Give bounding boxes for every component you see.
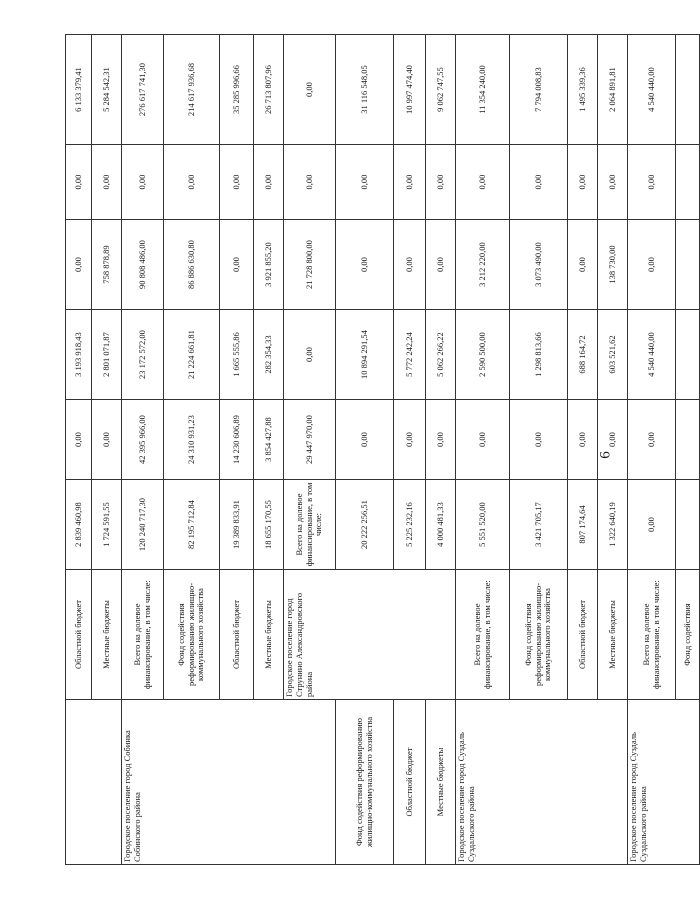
amount-cell: 0,00: [220, 220, 254, 310]
funding-category: Фонд содействия реформированию жилищно-коммунального хозяйства: [336, 700, 394, 865]
amount-cell: 5 225 232,16: [394, 480, 426, 570]
funding-category: Местные бюджеты: [598, 570, 628, 700]
funding-category: Фонд содействия реформированию жилищно-коммунального хозяйства: [164, 570, 220, 700]
amount-cell: 282 354,33: [254, 310, 284, 400]
amount-cell: 0,00: [394, 220, 426, 310]
amount-cell: 20 222 256,51: [336, 480, 394, 570]
table-body: [66, 35, 700, 865]
amount-cell: 11 354 240,00: [456, 35, 510, 145]
amount-cell: 2 590 500,00: [456, 310, 510, 400]
amount-cell: 2 064 891,81: [598, 35, 628, 145]
table-row: [122, 35, 164, 865]
funding-category: Местные бюджеты: [426, 700, 456, 865]
amount-cell: 31 116 548,05: [336, 35, 394, 145]
amount-cell: 0,00: [628, 400, 676, 480]
funding-category: Фонд содействия: [676, 570, 700, 700]
amount-cell: 688 164,72: [568, 310, 598, 400]
amount-cell: 1 298 813,66: [510, 310, 568, 400]
amount-cell: 0,00: [568, 220, 598, 310]
amount-cell: 3 212 220,00: [456, 220, 510, 310]
page-number: 6: [597, 451, 614, 459]
amount-cell: 0,00: [66, 220, 92, 310]
municipality-name: Городское поселение город Струнино Александровского района: [284, 570, 456, 700]
amount-cell: 0,00: [598, 145, 628, 220]
table-row: [456, 35, 510, 865]
amount-cell: [676, 400, 700, 480]
amount-cell: 24 310 931,23: [164, 400, 220, 480]
table-row: [336, 35, 394, 865]
amount-cell: 758 878,89: [92, 220, 122, 310]
amount-cell: 0,00: [336, 145, 394, 220]
amount-cell: 4 540 440,00: [628, 310, 676, 400]
amount-cell: 0,00: [426, 220, 456, 310]
amount-cell: 3 073 490,00: [510, 220, 568, 310]
amount-cell: [676, 480, 700, 570]
amount-cell: [676, 310, 700, 400]
amount-cell: 120 240 717,30: [122, 480, 164, 570]
amount-cell: 0,00: [598, 400, 628, 480]
amount-cell: [676, 145, 700, 220]
amount-cell: 0,00: [568, 400, 598, 480]
amount-cell: 42 395 966,00: [122, 400, 164, 480]
funding-category: Всего на долевое финансирование, в том числе:: [456, 570, 510, 700]
municipality-name: Городское поселение город Собинка Собинского района: [122, 700, 336, 865]
amount-cell: 0,00: [284, 145, 336, 220]
table-row: [628, 35, 676, 865]
amount-cell: 0,00: [220, 145, 254, 220]
amount-cell: 0,00: [510, 400, 568, 480]
amount-cell: 276 617 741,30: [122, 35, 164, 145]
funding-category: Областной бюджет: [66, 570, 92, 700]
amount-cell: 3 421 705,17: [510, 480, 568, 570]
amount-cell: 18 655 170,55: [254, 480, 284, 570]
amount-cell: 7 794 008,83: [510, 35, 568, 145]
amount-cell: 90 808 486,00: [122, 220, 164, 310]
amount-cell: 0,00: [336, 400, 394, 480]
amount-cell: 3 921 855,20: [254, 220, 284, 310]
amount-cell: [676, 220, 700, 310]
amount-cell: 9 062 747,55: [426, 35, 456, 145]
amount-cell: 5 772 242,24: [394, 310, 426, 400]
amount-cell: 10 894 291,54: [336, 310, 394, 400]
amount-cell: 19 389 833,91: [220, 480, 254, 570]
amount-cell: 10 997 474,40: [394, 35, 426, 145]
amount-cell: 0,00: [456, 145, 510, 220]
amount-cell: 0,00: [394, 145, 426, 220]
amount-cell: 4 540 440,00: [628, 35, 676, 145]
amount-cell: 0,00: [122, 145, 164, 220]
table-row: [394, 35, 426, 865]
amount-cell: 0,00: [66, 400, 92, 480]
amount-cell: 21 224 661,81: [164, 310, 220, 400]
amount-cell: 0,00: [66, 145, 92, 220]
amount-cell: 0,00: [426, 145, 456, 220]
amount-cell: 0,00: [284, 310, 336, 400]
amount-cell: 1 495 339,36: [568, 35, 598, 145]
rotated-table-wrapper: [65, 35, 692, 865]
funding-category: Областной бюджет: [220, 570, 254, 700]
amount-cell: 82 195 712,84: [164, 480, 220, 570]
amount-cell: 0,00: [336, 220, 394, 310]
amount-cell: 21 728 800,00: [284, 220, 336, 310]
amount-cell: 0,00: [92, 400, 122, 480]
amount-cell: 35 285 996,66: [220, 35, 254, 145]
amount-cell: 214 617 936,68: [164, 35, 220, 145]
amount-cell: 1 724 591,55: [92, 480, 122, 570]
municipality-name: Городское поселение город Суздаль Суздальского района: [456, 700, 628, 865]
funding-category: Областной бюджет: [568, 570, 598, 700]
amount-cell: 0,00: [254, 145, 284, 220]
amount-cell: 5 062 266,22: [426, 310, 456, 400]
amount-cell: 138 730,00: [598, 220, 628, 310]
amount-cell: 0,00: [284, 35, 336, 145]
funding-category: Всего на долевое финансирование, в том числе:: [284, 480, 336, 570]
amount-cell: 0,00: [426, 400, 456, 480]
amount-cell: 0,00: [628, 145, 676, 220]
amount-cell: 5 284 542,31: [92, 35, 122, 145]
amount-cell: 0,00: [628, 220, 676, 310]
funding-category: Всего на долевое финансирование, в том числе:: [628, 570, 676, 700]
financing-table: [65, 34, 700, 865]
funding-category: Фонд содействия реформированию жилищно-коммунального хозяйства: [510, 570, 568, 700]
municipality-cell-empty: [66, 700, 122, 865]
municipality-name: Городское поселение город Суздаль Суздальского района: [628, 700, 700, 865]
amount-cell: 26 713 807,96: [254, 35, 284, 145]
amount-cell: 0,00: [456, 400, 510, 480]
amount-cell: 86 886 630,80: [164, 220, 220, 310]
amount-cell: 29 447 970,00: [284, 400, 336, 480]
funding-category: Всего на долевое финансирование, в том числе:: [122, 570, 164, 700]
table-row: [426, 35, 456, 865]
table-row: [66, 35, 92, 865]
funding-category: Областной бюджет: [394, 700, 426, 865]
amount-cell: 0,00: [628, 480, 676, 570]
amount-cell: [676, 35, 700, 145]
funding-category: Местные бюджеты: [254, 570, 284, 700]
amount-cell: 0,00: [568, 145, 598, 220]
amount-cell: 4 000 481,33: [426, 480, 456, 570]
amount-cell: 807 174,64: [568, 480, 598, 570]
amount-cell: 0,00: [164, 145, 220, 220]
amount-cell: 2 839 460,98: [66, 480, 92, 570]
amount-cell: 5 551 520,00: [456, 480, 510, 570]
amount-cell: 1 665 555,86: [220, 310, 254, 400]
amount-cell: 0,00: [394, 400, 426, 480]
amount-cell: 3 193 918,43: [66, 310, 92, 400]
amount-cell: 23 172 572,00: [122, 310, 164, 400]
amount-cell: 2 801 071,87: [92, 310, 122, 400]
amount-cell: 0,00: [510, 145, 568, 220]
amount-cell: 6 133 379,41: [66, 35, 92, 145]
amount-cell: 603 521,62: [598, 310, 628, 400]
amount-cell: 3 854 427,88: [254, 400, 284, 480]
amount-cell: 1 322 640,19: [598, 480, 628, 570]
amount-cell: 0,00: [92, 145, 122, 220]
funding-category: Местные бюджеты: [92, 570, 122, 700]
amount-cell: 14 230 606,89: [220, 400, 254, 480]
